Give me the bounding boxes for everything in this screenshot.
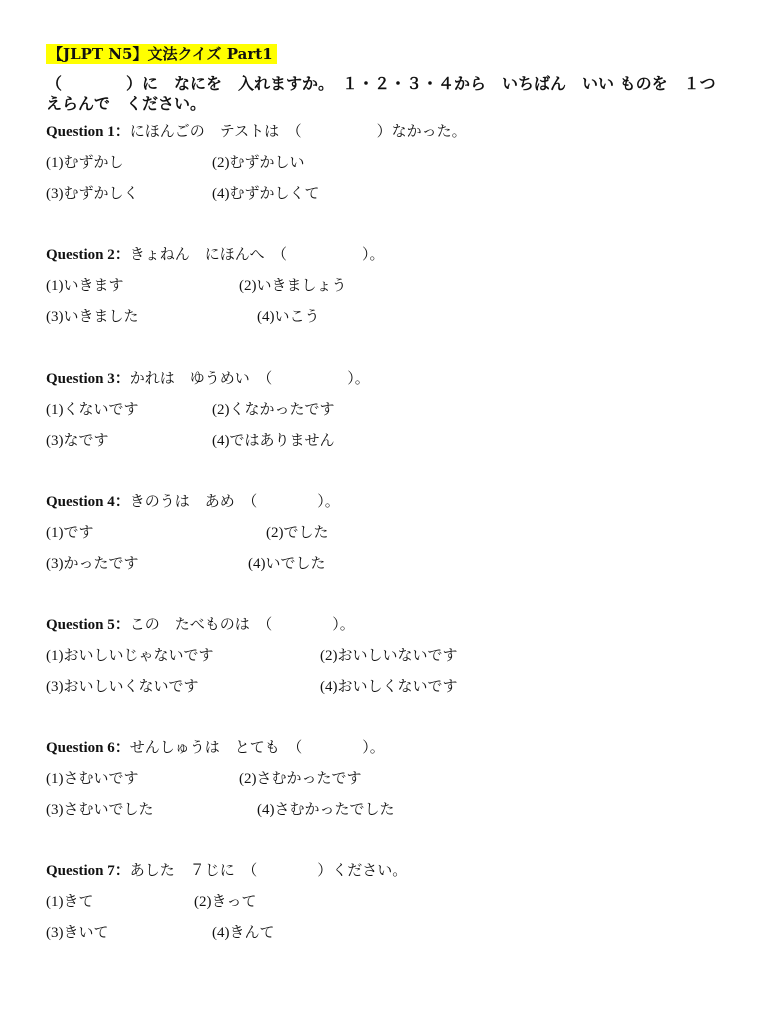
- option-row: [46, 273, 736, 304]
- option-number: (1): [46, 402, 64, 418]
- question-stem: [46, 242, 736, 273]
- option-number: (2): [212, 402, 230, 418]
- question-label: Question 4：: [46, 494, 130, 510]
- option-text: きいて: [63, 923, 109, 941]
- option-4[interactable]: [320, 674, 458, 699]
- option-text: むずかしい: [229, 153, 305, 171]
- option-2[interactable]: [212, 150, 305, 175]
- option-text: さむかったでした: [274, 800, 395, 818]
- option-text: くないです: [63, 400, 139, 418]
- question-text: きょねん にほんへ （ ）。: [129, 245, 385, 263]
- option-row: [46, 428, 736, 459]
- option-number: (4): [212, 925, 230, 941]
- option-number: (1): [46, 525, 64, 541]
- question-7: [46, 858, 736, 951]
- question-text: きのうは あめ （ ）。: [129, 492, 340, 510]
- option-number: (4): [248, 556, 266, 572]
- option-4[interactable]: [257, 797, 395, 822]
- option-text: いこう: [274, 307, 320, 325]
- option-number: (4): [257, 802, 275, 818]
- question-label: Question 7：: [46, 863, 130, 879]
- option-number: (4): [212, 186, 230, 202]
- option-text: きって: [211, 892, 257, 910]
- option-2[interactable]: [239, 273, 347, 298]
- option-text: です: [63, 523, 94, 541]
- question-6: [46, 735, 736, 828]
- option-3[interactable]: [46, 551, 139, 576]
- option-2[interactable]: [194, 889, 257, 914]
- option-number: (2): [212, 155, 230, 171]
- question-label: Question 3：: [46, 371, 130, 387]
- question-text: にほんごの テストは （ ）なかった。: [129, 122, 467, 140]
- option-text: きんて: [229, 923, 275, 941]
- option-row: [46, 920, 736, 951]
- option-text: ではありません: [229, 431, 335, 449]
- option-text: でした: [283, 523, 329, 541]
- option-text: おいしくないです: [337, 677, 458, 695]
- question-1: [46, 119, 736, 212]
- option-row: [46, 889, 736, 920]
- option-3[interactable]: [46, 304, 139, 329]
- option-number: (4): [257, 309, 275, 325]
- option-1[interactable]: [46, 766, 139, 791]
- option-row: [46, 304, 736, 335]
- option-number: (3): [46, 433, 64, 449]
- instruction-text: （ ）に なにを 入れますか。 １・２・３・４から いちばん いい ものを １つ えらんで ください。: [46, 74, 732, 113]
- option-3[interactable]: [46, 797, 154, 822]
- option-number: (1): [46, 771, 64, 787]
- question-label: Question 6：: [46, 740, 130, 756]
- option-1[interactable]: [46, 397, 139, 422]
- question-text: あした ７じに （ ）ください。: [129, 861, 408, 879]
- option-number: (2): [266, 525, 284, 541]
- option-row: [46, 150, 736, 181]
- option-1[interactable]: [46, 643, 214, 668]
- option-2[interactable]: [239, 766, 362, 791]
- question-label: Question 5：: [46, 617, 130, 633]
- option-row: [46, 797, 736, 828]
- option-text: なです: [63, 431, 109, 449]
- option-text: いきました: [63, 307, 139, 325]
- option-1[interactable]: [46, 889, 94, 914]
- option-number: (3): [46, 925, 64, 941]
- question-text: かれは ゆうめい （ ）。: [129, 369, 370, 387]
- option-row: [46, 397, 736, 428]
- question-2: [46, 242, 736, 335]
- option-number: (4): [320, 679, 338, 695]
- question-stem: [46, 735, 736, 766]
- option-row: [46, 766, 736, 797]
- option-row: [46, 520, 736, 551]
- option-text: むずかし: [63, 153, 124, 171]
- question-text: せんしゅうは とても （ ）。: [129, 738, 385, 756]
- question-stem: [46, 489, 736, 520]
- option-number: (2): [239, 278, 257, 294]
- question-stem: [46, 612, 736, 643]
- page-title: 【JLPT N5】文法クイズ Part1: [46, 44, 277, 64]
- question-text: この たべものは （ ）。: [129, 615, 355, 633]
- question-label: Question 2：: [46, 247, 130, 263]
- option-text: かったです: [63, 554, 139, 572]
- option-1[interactable]: [46, 520, 94, 545]
- option-row: [46, 643, 736, 674]
- option-2[interactable]: [320, 643, 458, 668]
- option-number: (3): [46, 556, 64, 572]
- option-4[interactable]: [212, 920, 275, 945]
- option-3[interactable]: [46, 674, 199, 699]
- option-number: (3): [46, 679, 64, 695]
- option-text: くなかったです: [229, 400, 335, 418]
- option-4[interactable]: [212, 428, 335, 453]
- option-row: [46, 181, 736, 212]
- question-stem: [46, 858, 736, 889]
- option-text: さむかったです: [256, 769, 362, 787]
- option-row: [46, 674, 736, 705]
- option-text: おいしいくないです: [63, 677, 199, 695]
- option-row: [46, 551, 736, 582]
- question-stem: [46, 366, 736, 397]
- option-text: さむいです: [63, 769, 139, 787]
- option-number: (3): [46, 802, 64, 818]
- question-5: [46, 612, 736, 705]
- option-text: いでした: [265, 554, 326, 572]
- question-3: [46, 366, 736, 459]
- option-number: (1): [46, 648, 64, 664]
- option-number: (2): [194, 894, 212, 910]
- option-text: いきましょう: [256, 276, 347, 294]
- option-4[interactable]: [257, 304, 320, 329]
- option-text: おいしいじゃないです: [63, 646, 214, 664]
- option-3[interactable]: [46, 181, 139, 206]
- option-4[interactable]: [248, 551, 326, 576]
- option-number: (4): [212, 433, 230, 449]
- question-stem: [46, 119, 736, 150]
- option-text: いきます: [63, 276, 124, 294]
- option-1[interactable]: [46, 150, 124, 175]
- option-text: おいしいないです: [337, 646, 458, 664]
- option-number: (1): [46, 155, 64, 171]
- option-number: (2): [239, 771, 257, 787]
- option-number: (3): [46, 309, 64, 325]
- question-4: [46, 489, 736, 582]
- option-3[interactable]: [46, 920, 109, 945]
- option-text: むずかしく: [63, 184, 139, 202]
- option-text: きて: [63, 892, 94, 910]
- option-4[interactable]: [212, 181, 320, 206]
- question-label: Question 1：: [46, 124, 130, 140]
- option-1[interactable]: [46, 273, 124, 298]
- option-text: さむいでした: [63, 800, 154, 818]
- option-number: (3): [46, 186, 64, 202]
- option-number: (2): [320, 648, 338, 664]
- option-number: (1): [46, 894, 64, 910]
- option-3[interactable]: [46, 428, 109, 453]
- option-text: むずかしくて: [229, 184, 320, 202]
- option-number: (1): [46, 278, 64, 294]
- option-2[interactable]: [212, 397, 335, 422]
- option-2[interactable]: [266, 520, 329, 545]
